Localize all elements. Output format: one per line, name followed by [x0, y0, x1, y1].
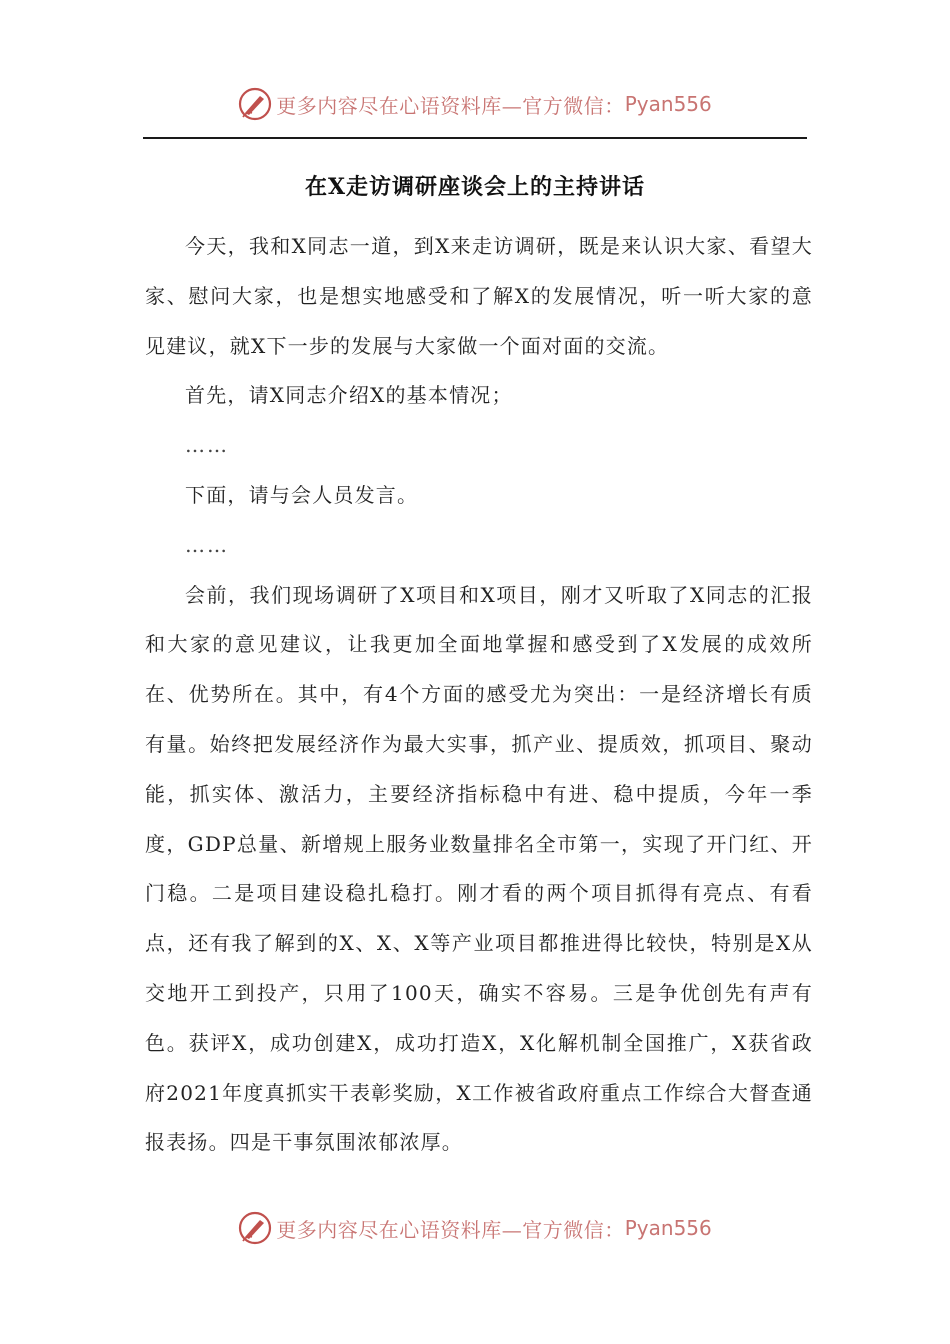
footer-banner-text: 更多内容尽在心语资料库—官方微信： — [276, 1217, 625, 1242]
header-banner — [0, 86, 950, 122]
footer-banner-wechat-id: Pyan556 — [624, 1216, 712, 1240]
pen-logo-icon — [238, 1211, 272, 1245]
paragraph: 今天，我和X同志一道，到X来走访调研，既是来认识大家、看望大家、慰问大家，也是想实地感受和了解X的发展情况，听一听大家的意见建议，就X下一步的发展与大家做一个面对面的交流。 — [145, 234, 813, 358]
ellipsis-line: …… — [185, 532, 229, 557]
header-rule — [143, 137, 807, 139]
header-banner-text: 更多内容尽在心语资料库—官方微信： — [276, 93, 625, 118]
paragraph: 首先，请X同志介绍X的基本情况； — [185, 383, 513, 408]
footer-banner — [0, 1210, 950, 1246]
ellipsis-line: …… — [185, 433, 229, 458]
pen-logo-icon — [238, 87, 272, 121]
paragraph: 会前，我们现场调研了X项目和X项目，刚才又听取了X同志的汇报和大家的意见建议，让我更加全面地掌握和感受到了X发展的成效所在、优势所在。其中，有4个方面的感受尤为突出：一是经济增长有质有量。始终把发展经济作为最大实事，抓产业、提质效，抓项目、聚动能，抓实体、激活力，主要经济指标稳中有进、稳中提质，今年一季度，GDP总量、新增规上服务业数量排名全市第一，实现了开门红、开门稳。二是项目建设稳扎稳打。刚才看的两个项目抓得有亮点、有看点，还有我了解到的X、X、X等产业项目都推进得比较快，特别是X从交地开工到投产，只用了100天，确实不容易。三是争优创先有声有色。获评X，成功创建X，成功打造X，X化解机制全国推广，X获省政府2021年度真抓实干表彰奖励，X工作被省政府重点工作综合大督查通报表扬。四是干事氛围浓郁浓厚。 — [145, 582, 813, 1155]
document-body — [145, 222, 813, 1168]
paragraph: 下面，请与会人员发言。 — [185, 482, 419, 507]
header-banner-wechat-id: Pyan556 — [624, 92, 712, 116]
document-title: 在X走访调研座谈会上的主持讲话 — [304, 174, 646, 200]
